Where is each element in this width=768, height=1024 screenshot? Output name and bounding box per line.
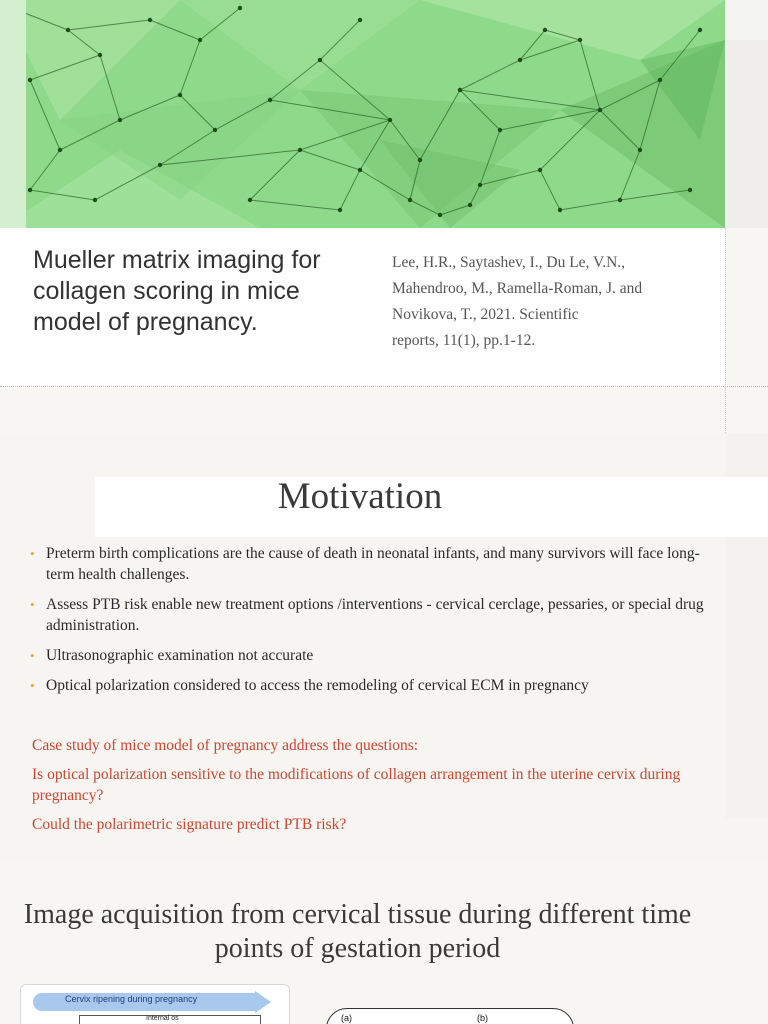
bullet-item	[30, 594, 710, 636]
network-node	[388, 118, 392, 122]
network-node	[28, 188, 32, 192]
citation-line: reports, 11(1), pp.1-12.	[392, 332, 536, 349]
network-node	[688, 188, 692, 192]
bullet-text: Optical polarization considered to access the remodeling of cervical ECM in pregnancy	[46, 677, 589, 694]
right-margin-inner	[727, 40, 768, 228]
bullet-text: Preterm birth complications are the cause of death in neonatal infants, and many survivors will face long-term health challenges.	[46, 545, 700, 583]
network-banner-image	[0, 0, 725, 228]
slide-1	[0, 0, 725, 388]
network-node	[618, 198, 622, 202]
network-node	[358, 18, 362, 22]
paper-title: Mueller matrix imaging for collagen scoring in mice model of pregnancy.	[33, 246, 321, 336]
network-node	[518, 58, 522, 62]
network-edge	[300, 150, 360, 170]
network-node	[268, 98, 272, 102]
paper-citation	[392, 250, 692, 354]
network-edge	[460, 60, 520, 90]
bullet-icon: •	[30, 678, 35, 693]
network-node	[468, 203, 472, 207]
network-node	[538, 168, 542, 172]
bullet-icon: •	[30, 546, 35, 561]
figure-cervix-ripening	[20, 984, 290, 1024]
network-node	[213, 128, 217, 132]
network-node	[638, 148, 642, 152]
network-node	[178, 93, 182, 97]
panel-label: (b)	[477, 1013, 488, 1023]
citation-line: Lee, H.R., Saytashev, I., Du Le, V.N.,	[392, 254, 626, 271]
network-node	[93, 198, 97, 202]
network-node	[698, 28, 702, 32]
bullet-list	[30, 543, 710, 705]
panel-label: (a)	[341, 1013, 352, 1023]
network-edge	[150, 20, 200, 40]
network-edge	[520, 40, 580, 60]
network-node	[298, 148, 302, 152]
network-node	[58, 148, 62, 152]
network-node	[418, 158, 422, 162]
figure-label: Cervix ripening during pregnancy	[65, 994, 198, 1004]
network-node	[578, 38, 582, 42]
network-node	[558, 208, 562, 212]
network-edge	[180, 40, 200, 95]
network-edge	[250, 200, 340, 210]
network-node	[658, 78, 662, 82]
bullet-icon: •	[30, 597, 35, 612]
network-node	[318, 58, 322, 62]
network-node	[118, 118, 122, 122]
network-edge	[540, 170, 560, 210]
bullet-icon: •	[30, 648, 35, 663]
network-node	[158, 163, 162, 167]
network-node	[543, 28, 547, 32]
network-graphic	[0, 0, 725, 228]
network-node	[598, 108, 602, 112]
bullet-item	[30, 675, 710, 696]
left-accent-strip	[0, 0, 26, 228]
network-node	[498, 128, 502, 132]
bullet-text: Assess PTB risk enable new treatment options /interventions - cervical cerclage, pessaries, or special drug administration.	[46, 596, 704, 634]
network-node	[148, 18, 152, 22]
slide-title: Motivation	[277, 476, 443, 517]
network-node	[478, 183, 482, 187]
network-node	[408, 198, 412, 202]
citation-line: Novikova, T., 2021. Scientific	[392, 306, 579, 323]
network-node	[98, 53, 102, 57]
network-node	[238, 6, 242, 10]
arrow-head-icon	[255, 991, 271, 1013]
question-item: Is optical polarization sensitive to the modifications of collagen arrangement in the uterine cervix during pregnancy?	[32, 766, 681, 804]
question-intro: Case study of mice model of pregnancy address the questions:	[32, 737, 419, 754]
network-node	[438, 213, 442, 217]
network-node	[198, 38, 202, 42]
bullet-item	[30, 645, 710, 666]
network-node	[28, 78, 32, 82]
network-node	[66, 28, 70, 32]
network-edge	[30, 150, 60, 190]
network-edge	[560, 200, 620, 210]
citation-line: Mahendroo, M., Ramella-Roman, J. and	[392, 280, 643, 297]
network-node	[458, 88, 462, 92]
bullet-item	[30, 543, 710, 585]
network-node	[358, 168, 362, 172]
slide-title: Image acquisition from cervical tissue during different time points of gestation period	[23, 899, 692, 964]
network-edge	[340, 170, 360, 210]
network-node	[248, 198, 252, 202]
figure-label: Internal os	[146, 1015, 179, 1022]
network-node	[338, 208, 342, 212]
figure-panels	[326, 1008, 574, 1024]
slide-1-divider	[0, 386, 768, 387]
slide-3	[0, 868, 768, 1024]
bullet-text: Ultrasonographic examination not accurate	[46, 647, 314, 664]
slide-2	[0, 433, 768, 863]
network-edge	[250, 150, 300, 200]
question-item: Could the polarimetric signature predict PTB risk?	[32, 816, 347, 833]
slide-1-right-edge	[725, 228, 726, 433]
